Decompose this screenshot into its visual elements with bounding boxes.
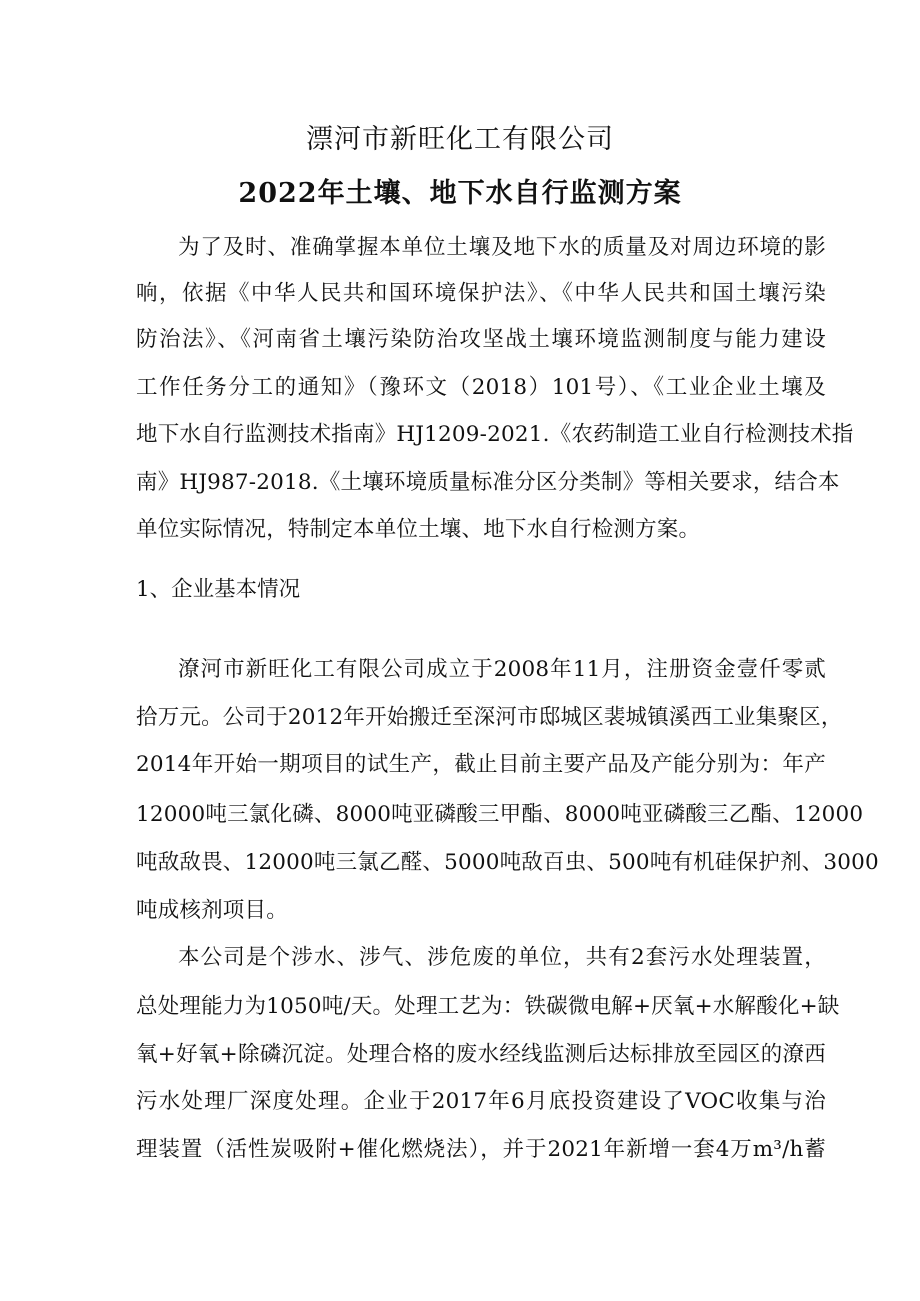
- paragraph-line: 氧+好氧+除磷沉淀。处理合格的废水经线监测后达标排放至园区的潦西: [136, 1042, 826, 1067]
- intro-line: 工作任务分工的通知》（豫环文（2018）101号）、《工业企业土壤及: [136, 375, 826, 400]
- intro-line: 防治法》、《河南省土壤污染防治攻坚战土壤环境监测制度与能力建设: [136, 327, 826, 352]
- intro-line: 为了及时、准确掌握本单位土壤及地下水的质量及对周边环境的影: [178, 235, 826, 260]
- document-title: 漂河市新旺化工有限公司: [306, 124, 614, 155]
- intro-line: 响，依据《中华人民共和国环境保护法》、《中华人民共和国土壤污染: [136, 281, 826, 306]
- paragraph-line: 吨成核剂项目。: [136, 898, 288, 923]
- intro-line: 南》HJ987-2018.《土壤环境质量标准分区分类制》等相关要求，结合本: [136, 470, 840, 495]
- paragraph-line: 拾万元。公司于2012年开始搬迁至深河市邸城区裴城镇溪西工业集聚区，: [136, 705, 843, 730]
- paragraph-line: 吨敌敌畏、12000吨三氯乙醛、5000吨敌百虫、500吨有机硅保护剂、3000: [136, 850, 879, 875]
- section-heading: 1、企业基本情况: [136, 577, 301, 602]
- intro-line: 单位实际情况，特制定本单位土壤、地下水自行检测方案。: [136, 517, 701, 542]
- paragraph-line: 理装置（活性炭吸附+催化燃烧法），并于2021年新增一套4万m³/h蓄: [136, 1137, 826, 1162]
- paragraph-line: 本公司是个涉水、涉气、涉危废的单位，共有2套污水处理装置，: [178, 945, 826, 970]
- paragraph-line: 12000吨三氯化磷、8000吨亚磷酸三甲酯、8000吨亚磷酸三乙酯、12000: [136, 802, 864, 827]
- paragraph-line: 总处理能力为1050吨/天。处理工艺为：铁碳微电解+厌氧+水解酸化+缺: [136, 994, 840, 1019]
- document-subtitle: 2022年土壤、地下水自行监测方案: [238, 178, 682, 209]
- paragraph-line: 污水处理厂深度处理。企业于2017年6月底投资建设了VOC收集与治: [136, 1089, 826, 1114]
- intro-line: 地下水自行监测技术指南》HJ1209-2021.《农药制造工业自行检测技术指: [136, 422, 854, 447]
- paragraph-line: 2014年开始一期项目的试生产，截止目前主要产品及产能分别为：年产: [136, 752, 826, 777]
- paragraph-line: 潦河市新旺化工有限公司成立于2008年11月，注册资金壹仟零贰: [178, 657, 826, 682]
